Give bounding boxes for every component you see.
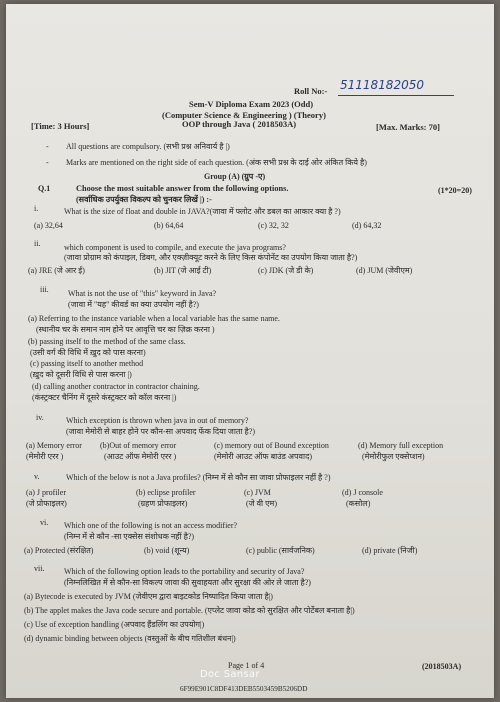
instruction-1: All questions are compulsory. (सभी प्रश्न अनिवार्य है |)	[66, 142, 230, 151]
option-d-hindi: (कसोल)	[346, 499, 371, 508]
subject-title: OOP through Java ( 2018503A)	[182, 119, 297, 129]
option-c: (c) passing itself to another method	[30, 359, 144, 368]
q1-marks: (1*20=20)	[438, 186, 472, 195]
q-number: ii.	[34, 239, 41, 248]
time-label: [Time: 3 Hours]	[31, 121, 90, 131]
exam-paper	[6, 4, 494, 698]
option-a-hindi: (स्थानीय चर के समान नाम होने पर आवृत्ति चर का ज़िक्र करना )	[36, 325, 215, 334]
option-b: (b)Out of memory error	[100, 441, 177, 450]
question-text: Which of the below is not a Java profiles? (निम्न में से कौन सा जावा प्रोफाइलर नहीं है ?)	[66, 473, 331, 482]
q-number: i.	[34, 204, 39, 213]
question-text: Which exception is thrown when java in out of memory?	[66, 416, 249, 425]
option-b: (b) passing itself to the method of the same class.	[28, 337, 186, 346]
question-text-hindi: (जावा मेमोरी से बाहर होने पर कौन-सा अपवाद फेंक दिया जाता है?)	[66, 427, 255, 436]
option-c: (c) public (सार्वजनिक)	[246, 546, 315, 555]
option-c: (c) memory out of Bound exception	[214, 441, 329, 450]
roll-underline	[338, 95, 454, 96]
q1-title: Choose the most suitable answer from the following options.	[76, 184, 289, 193]
option-d: (d) private (निजी)	[362, 546, 418, 555]
q-number: vi.	[40, 518, 49, 527]
exam-title: Sem-V Diploma Exam 2023 (Odd)	[189, 99, 314, 109]
q-number: vii.	[34, 564, 45, 573]
option-a: (a) JRE (जे आर ई)	[28, 266, 85, 275]
option-b: (b) eclipse profiler	[136, 488, 196, 497]
option-c-hindi: (जे वी एम)	[246, 499, 277, 508]
option-a: (a) Referring to the instance variable when a local variable has the same name.	[28, 314, 280, 323]
question-text-hindi: (जावा में "यह" कीवर्ड का क्या उपयोग नहीं है?)	[68, 300, 199, 309]
option-b: (b) void (शून्य)	[144, 546, 190, 555]
option-d: (d) J console	[342, 488, 383, 497]
q-number: iii.	[40, 285, 49, 294]
question-text-hindi: (निम्नलिखित में से कौन-सा विकल्प जावा की सुवाहयता और सुरक्षा की ओर ले जाता है?)	[64, 578, 311, 587]
option-b-hindi: (ग्रहण प्रोफाइलर)	[138, 499, 188, 508]
option-d-hindi: (कंस्ट्रक्टर चैनिंग में दूसरे कंस्ट्रक्टर को कॉल करना |)	[32, 393, 177, 402]
option-d: (d) calling another contractor in contractor chaining.	[32, 382, 200, 391]
q-number: iv.	[36, 413, 44, 422]
option-a: (a) J profiler	[26, 488, 66, 497]
option-a-hindi: (मेमोरी एरर )	[26, 452, 64, 461]
roll-label: Roll No:-	[294, 86, 328, 96]
max-marks: [Max. Marks: 70]	[376, 122, 440, 132]
option-c-hindi: (मेमोरी आउट ऑफ बाउंड अपवाद)	[214, 452, 312, 461]
watermark-text: Doc Sansar	[200, 669, 260, 680]
option-a: (a) Bytecode is executed by JVM (जेवीएम द्वारा बाइटकोड निष्पादित किया जाता है|)	[24, 592, 273, 601]
option-b-hindi: (आउट ऑफ मेमोरी एरर )	[104, 452, 177, 461]
question-text: What is the size of float and double in JAVA?(जावा में फ्लोट और डबल का आकार क्या है ?)	[64, 207, 341, 216]
option-d: (d) 64,32	[352, 221, 382, 230]
document-hash: 6F99E901C8DF413DEB5503459B5206DD	[180, 685, 308, 693]
option-d: (d) Memory full exception	[358, 441, 444, 450]
option-c: (c) Use of exception handling (अपवाद हैंडलिंग का उपयोग|)	[24, 620, 205, 629]
q-number: v.	[34, 472, 40, 481]
question-text-hindi: (जावा प्रोग्राम को कंपाइल, डिबग, और एक्ज़ीक्यूट करने के लिए किस कंपोनेंट का उपयोग किया जाता है?)	[64, 253, 358, 262]
option-d: (d) dynamic binding between objects (वस्तुओं के बीच गतिशील बंधन|)	[24, 634, 236, 643]
option-b-hindi: (उसी वर्ग की विधि में ख़ुद को पास करना)	[30, 348, 146, 357]
question-text: Which one of the following is not an access modifier?	[64, 521, 238, 530]
paper-code: (2018503A)	[422, 662, 462, 671]
roll-number: 51118182050	[340, 78, 424, 92]
option-a: (a) Protected (संरक्षित)	[24, 546, 94, 555]
option-b: (b) JIT (जे आई टी)	[154, 266, 212, 275]
q1-number: Q.1	[38, 184, 51, 193]
option-a: (a) 32,64	[34, 221, 63, 230]
question-text-hindi: (निम्न में से कौन -सा एक्सेस संशोधक नहीं है?)	[64, 532, 195, 541]
question-text: What is not the use of "this" keyword in Java?	[68, 289, 217, 298]
bullet: -	[46, 142, 49, 151]
option-b: (b) 64,64	[154, 221, 184, 230]
option-b: (b) The applet makes the Java code secure and portable. (एप्लेट जावा कोड को सुरक्षित और पोर्टेबल बनाता है|)	[24, 606, 355, 615]
option-d: (d) JUM (जेवीएम)	[356, 266, 413, 275]
instruction-2: Marks are mentioned on the right side of each question. (अंक सभी प्रश्न के दाई ओर अंकित किये है)	[66, 158, 367, 167]
page-number: Page 1 of 4	[228, 661, 265, 670]
option-c: (c) JDK (जे डी के)	[258, 266, 314, 275]
option-a-hindi: (जे प्रोफाइलर)	[26, 499, 67, 508]
option-d-hindi: (मेमोरीफुल एक्सेप्शन)	[362, 452, 425, 461]
branch-title: (Computer Science & Engineering ) (Theory)	[162, 110, 326, 120]
q1-title-hindi: (सर्वाधिक उपर्युक्त विकल्प को चुनकर लिखें |) :-	[76, 195, 212, 204]
option-c: (c) 32, 32	[258, 221, 289, 230]
option-c-hindi: (ख़ुद को दूसरी विधि से पास करना |)	[30, 370, 132, 379]
group-heading: Group (A) (ग्रुप -ए)	[204, 172, 266, 181]
question-text: Which of the following option leads to the portability and security of Java?	[64, 567, 305, 576]
option-a: (a) Memory error	[26, 441, 82, 450]
bullet: -	[46, 158, 49, 167]
option-c: (c) JVM	[244, 488, 271, 497]
question-text: which component is used to compile, and execute the java programs?	[64, 243, 286, 252]
